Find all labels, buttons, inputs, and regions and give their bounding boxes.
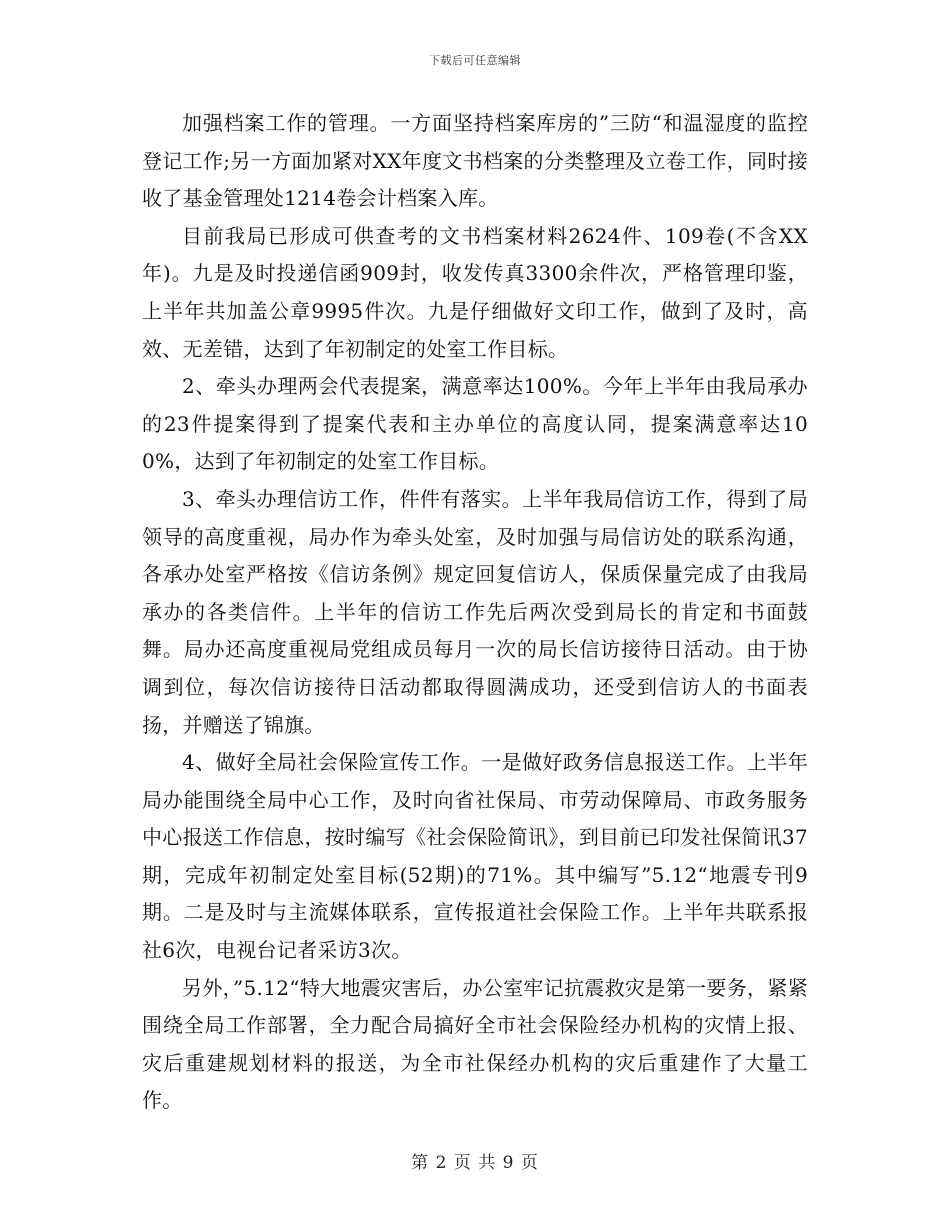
page-number-footer: 第 2 页 共 9 页: [411, 1153, 539, 1173]
paragraph-archives-management: 加强档案工作的管理。一方面坚持档案库房的”三防“和温湿度的监控登记工作;另一方面加紧对XX年度文书档案的分类整理及立卷工作，同时接收了基金管理处1214卷会计档案入库。: [142, 111, 808, 211]
paragraph-archives-statistics: 目前我局已形成可供查考的文书档案材料2624件、109卷(不含XX年)。九是及时投递信函909封，收发传真3300余件次，严格管理印鉴，上半年共加盖公章9995件次。九是仔细做好文印工作，做到了及时，高效、无差错，达到了年初制定的处室工作目标。: [142, 223, 808, 361]
paragraph-petitions: 3、牵头办理信访工作，件件有落实。上半年我局信访工作，得到了局领导的高度重视，局办作为牵头处室，及时加强与局信访处的联系沟通，各承办处室严格按《信访条例》规定回复信访人，保质保量完成了由我局承办的各类信件。上半年的信访工作先后两次受到局长的肯定和书面鼓舞。局办还高度重视局党组成员每月一次的局长信访接待日活动。由于协调到位，每次信访接待日活动都取得圆满成功，还受到信访人的书面表扬，并赠送了锦旗。: [142, 486, 808, 737]
paragraph-publicity: 4、做好全局社会保险宣传工作。一是做好政务信息报送工作。上半年局办能围绕全局中心工作，及时向省社保局、市劳动保障局、市政务服务中心报送工作信息，按时编写《社会保险简讯》，到目前已印发社保简讯37期，完成年初制定处室目标(52期)的71%。其中编写”5.12“地震专刊9期。二是及时与主流媒体联系，宣传报道社会保险工作。上半年共联系报社6次，电视台记者采访3次。: [142, 750, 808, 963]
paragraph-earthquake-relief: 另外，”5.12“特大地震灾害后，办公室牢记抗震救灾是第一要务，紧紧围绕全局工作部署，全力配合局搞好全市社会保险经办机构的灾情上报、灾后重建规划材料的报送，为全市社保经办机构的灾后重建作了大量工作。: [142, 975, 808, 1113]
page-header-note: 下载后可任意编辑: [429, 54, 521, 67]
paragraph-proposals: 2、牵头办理两会代表提案，满意率达100%。今年上半年由我局承办的23件提案得到了提案代表和主办单位的高度认同，提案满意率达100%，达到了年初制定的处室工作目标。: [142, 374, 808, 474]
document-body: [142, 105, 808, 1120]
